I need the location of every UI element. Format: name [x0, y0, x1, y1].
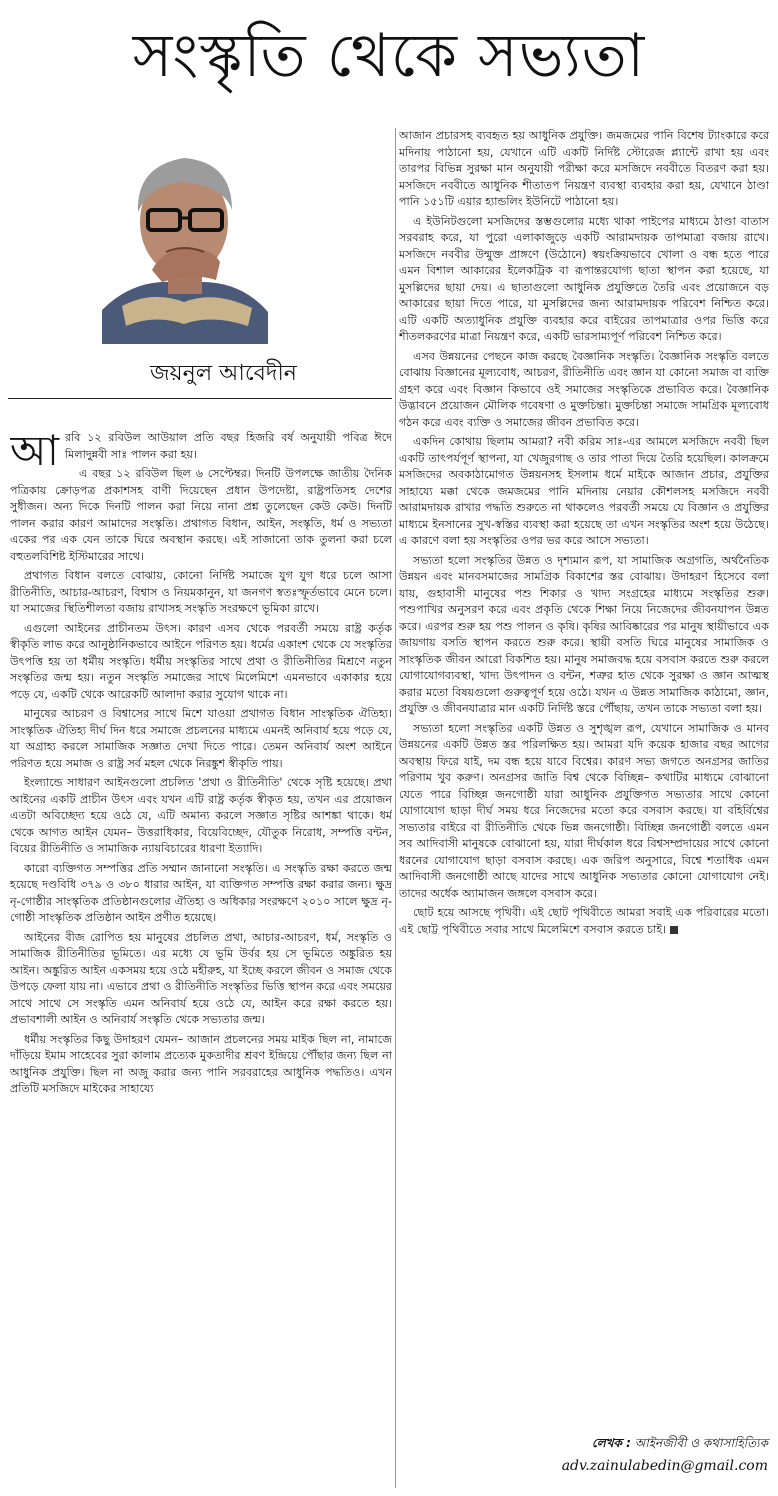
author-email[interactable]: adv.zainulabedin@gmail.com [561, 1458, 768, 1474]
author-byline [520, 1434, 768, 1452]
author-photo-illustration [92, 130, 278, 344]
article-column-right [399, 128, 769, 1418]
article-paragraph: সভ্যতা হলো সংস্কৃতির উন্নত ও দৃশ্যমান রূপ, যা সামাজিক অগ্রগতি, অর্থনৈতিক উন্নয়ন এবং মানবসমাজের সামগ্রিক বিকাশের স্তর বোঝায়। উদাহরণ হিসেবে বলা যায়, গুহাবাসী মানুষের পশু শিকার ও খাদ্য সংগ্রহের মাধ্যমে সংস্কৃতির শুরু। পশুপাখির অনুসরণ করে এবং প্রকৃতি থেকে শিক্ষা নিয়ে নিজেদের জীবনযাপন উন্নত করে। এরপর শুরু হয় পশু পালন ও কৃষি। কৃষির আবিষ্কারের পর মানুষ স্থায়ীভাবে এক জায়গায় বসতি স্থাপন করতে শুরু করে। স্থায়ী বসতি ঘিরে মানুষের সামাজিক ও সাংস্কৃতিক জীবন আরো বিকশিত হয়। মানুষ সমাজবদ্ধ হয়ে বসবাস করতে শুরু করলে যোগাযোগব্যবস্থা, খাদ্য উৎপাদন ও বন্টন, শত্রুর হাত থেকে সুরক্ষা ও জ্ঞান আত্মস্থ করার মতো বিষয়গুলো গুরুত্বপূর্ণ হয়ে ওঠে। যখন এ উন্নত সামাজিক কাঠামো, জ্ঞান, প্রযুক্তি ও জীবনযাত্রার মান একটি নির্দিষ্ট স্তরে পৌঁছায়, তখন তাকে সভ্যতা বলা হয়। [399, 553, 769, 715]
article-paragraph: আজান প্রচারসহ ব্যবহৃত হয় আধুনিক প্রযুক্তি। জমজমের পানি বিশেষ ট্যাংকারে করে মদিনায় পাঠানো হয়, যেখানে এটি একটি নির্দিষ্ট স্টোরেজ প্ল্যান্টে রাখা হয় এবং তারপর বিভিন্ন সুরক্ষা মান অনুযায়ী পরীক্ষা করে মসজিদে নববীতে বিতরণ করা হয়। মসজিদে নববীতে আধুনিক শীতাতপ নিয়ন্ত্রণ ব্যবস্থা ব্যবহার করা হয়, যেখানে ঠাণ্ডা পানি ১৫১টি এয়ার হ্যান্ডলিং ইউনিটে পাঠানো হয়। [399, 129, 769, 208]
article-paragraph: কারো ব্যক্তিগত সম্পত্তির প্রতি সম্মান জানানো সংস্কৃতি। এ সংস্কৃতি রক্ষা করতে জন্ম হয়েছে দণ্ডবিধি ৩৭৯ ও ৩৮০ ধারার আইন, যা ব্যক্তিগত সম্পত্তি রক্ষা করার জন্য। ক্ষুদ্র নৃ-গোষ্ঠীর সাংস্কৃতিক প্রতিষ্ঠানগুলোর ঐতিহ্য ও অধিকার সংরক্ষণে ২০১০ সালে ক্ষুদ্র নৃ-গোষ্ঠী সাংস্কৃতিক প্রতিষ্ঠান আইন প্রণীত হয়েছে। [10, 861, 392, 924]
article-paragraph: মানুষের আচরণ ও বিশ্বাসের সাথে মিশে যাওয়া প্রথাগত বিধান সাংস্কৃতিক ঐতিহ্য। সাংস্কৃতিক ঐতিহ্য দীর্ঘ দিন ধরে সমাজে প্রচলনের মাধ্যমে এমনই অনিবার্য হয়ে পড়ে যে, যা অগ্রাহ্য করলে সামাজিক সজ্ঞাত দেখা দিতে পারে। তেমন অনিবার্য অংশ আইনে পরিণত হয়ে সমাজ ও রাষ্ট্র সর্ব মহল থেকে নিরঙ্কুশ স্বীকৃতি পায়। [10, 707, 392, 770]
author-portrait [92, 130, 278, 344]
article-paragraph: আরবি ১২ রবিউল আউয়াল প্রতি বছর হিজরি বর্ষ অনুযায়ী পবিত্র ঈদে মিলাদুন্নবী সাঃ পালন করা হয়। [10, 430, 392, 475]
byline-label: লেখক : [591, 1436, 631, 1450]
article-paragraph: সভ্যতা হলো সংস্কৃতির একটি উন্নত ও সুশৃঙ্খল রূপ, যেখানে সামাজিক ও মানব উন্নয়নের একটি উন্নত স্তর পরিলক্ষিত হয়। আমরা যদি কয়েক হাজার বছর আগের অবস্থায় ফিরে যাই, দম বন্ধ হয়ে যাবে বিশ্বের। কারণ সভ্য জগতে অনগ্রসর জাতির পরিণাম খুব করুণ। অনগ্রসর জাতি বিশ্ব থেকে বিচ্ছিন্ন– কথাটির মাধ্যমে বোঝানো যেতে পারে বিচ্ছিন্ন জনগোষ্ঠী যারা আধুনিক প্রযুক্তিগত সভ্যতার সাথে কোনো যোগাযোগ ছাড়া দীর্ঘ সময় ধরে নিজেদের মতো করে বসবাস করছে। যা বহির্বিশ্বের সভ্যতার বাইরে বা রীতিনীতি থেকে ভিন্ন জনগোষ্ঠী। বিচ্ছিন্ন জনগোষ্ঠী বলতে এমন সব আদিবাসী মানুষকে বোঝানো হয়, যারা দীর্ঘকাল ধরে বিশ্বসম্প্রদায়ের সাথে কোনো ধরনের যোগাযোগ ছাড়া বসবাস করছে। এক জরিপ অনুসারে, বিশ্বে শতাধিক এমন আদিবাসী জনগোষ্ঠী আছে যাদের সাথে আধুনিক সভ্যতার কোনো যোগাযোগ নেই। তাদের অর্ধেক অ্যামাজন জঙ্গলে বসবাস করে। [399, 721, 769, 900]
article-paragraph: ধর্মীয় সংস্কৃতির কিছু উদাহরণ যেমন– আজান প্রচলনের সময় মাইক ছিল না, নামাজে দাঁড়িয়ে ইমাম সাহেবের সুরা কালাম প্রত্যেক মুকতাদীর শ্রবণ ইন্দ্রিয়ে পৌঁছার জন্য ছিল না আধুনিক প্রযুক্তি। ছিল না অজু করার জন্য পানি সরবরাহের আধুনিক পদ্ধতিও। এখন প্রতিটি মসজিদে মাইকের সাহায্যে [10, 1032, 392, 1095]
article-paragraph: ইংল্যান্ডে সাধারণ আইনগুলো প্রচলিত 'প্রথা ও রীতিনীতি' থেকে সৃষ্টি হয়েছে। প্রথা আইনের একটি প্রাচীন উৎস এবং যখন এটি রাষ্ট্র কর্তৃক স্বীকৃত হয়, তখন এর প্রয়োজন এতটা অবিচ্ছেদ্য হয়ে ওঠে যে, এটি অমান্য করলে সজ্ঞাত সৃষ্টির আশঙ্কা থাকে। ধর্ম থেকে আগত আইন যেমন– উত্তরাধিকার, বিয়েবিচ্ছেদ, যৌতুক নিরোধ, সম্পত্তি বন্টন, বিয়ের রীতিনীতি ও সামাজিক ন্যায়বিচারের ধারণা ইত্যাদি। [10, 776, 392, 855]
article-paragraph: প্রথাগত বিধান বলতে বোঝায়, কোনো নির্দিষ্ট সমাজে যুগ যুগ ধরে চলে আসা রীতিনীতি, আচার-আচরণ, বিশ্বাস ও নিয়মকানুন, যা জনগণ স্বতঃস্ফূর্তভাবে মেনে চলে। যা সমাজের স্থিতিশীলতা বজায় রাখাসহ সংস্কৃতি সংরক্ষণে ভূমিকা রাখে। [10, 569, 392, 615]
article-paragraph: এ ইউনিটগুলো মসজিদের স্তম্ভগুলোর মধ্যে থাকা পাইপের মাধ্যমে ঠাণ্ডা বাতাস সরবরাহ করে, যা পুরো এলাকাজুড়ে একটি আরামদায়ক তাপমাত্রা বজায় রাখে। মসজিদে নববীর উন্মুক্ত প্রাঙ্গণে (উঠোনে) স্বয়ংক্রিয়ভাবে খোলা ও বন্ধ হতে পারে এমন বিশাল আকারের ইলেকট্রিক বা রূপান্তরযোগ্য ছাতা স্থাপন করা হয়েছে, যা মুসল্লিদের ছায়া দেয়। এ ছাতাগুলো আধুনিক প্রযুক্তিতে তৈরি এবং প্রয়োজনে বড় আকারের ছায়া দিতে পারে, যা মুসল্লিদের জন্য আরামদায়ক পরিবেশ নিশ্চিত করে। এটি একটি অত্যাধুনিক প্রযুক্তি ব্যবহার করে বাইরের তাপমাত্রার ওপর ভিত্তি করে শীতলকরণের মাত্রা নিয়ন্ত্রণ করে, একটি ভারসাম্যপূর্ণ পরিবেশ নিশ্চিত করে। [399, 214, 769, 343]
byline-role: আইনজীবী ও কথাসাহিত্যিক [634, 1436, 768, 1450]
article-column-left [10, 430, 392, 1492]
article-paragraph: এসব উন্নয়নের পেছনে কাজ করছে বৈজ্ঞানিক সংস্কৃতি। বৈজ্ঞানিক সংস্কৃতি বলতে বোঝায় বিজ্ঞানের মূল্যবোধ, আচরণ, রীতিনীতি এবং জ্ঞান যা কোনো সমাজ বা ব্যক্তি গ্রহণ করে এবং বিজ্ঞান কিভাবে ওই সমাজের সংস্কৃতিকে প্রভাবিত করে। বৈজ্ঞানিক উদ্ভাবনে প্রয়োজন মৌলিক গবেষণা ও মুক্তচিন্তা। মুক্তচিন্তা সমাজে সামগ্রিক মূল্যবোধ গঠন করে এবং ব্যক্তি ও সমাজের জীবন প্রভাবিত করে। [399, 349, 769, 429]
drop-cap: আ [10, 430, 59, 475]
article-paragraph: একদিন কোথায় ছিলাম আমরা? নবী করিম সাঃ-এর আমলে মসজিদে নববী ছিল একটি তাৎপর্যপূর্ণ স্থাপনা, যা খেজুরগাছ ও তার পাতা দিয়ে তৈরি হয়েছিল। কালক্রমে মসজিদের অবকাঠামোগত উন্নয়নসহ ইসলাম ধর্মে মাইকে আজান প্রচার, প্রযুক্তির সাহায্যে মক্কা থেকে জমজমের পানি মদিনায় নেয়ার কৌশলসহ মসজিদে নববী আরামদায়ক রাখার পদ্ধতি শুরুতে না থাকলেও পরবর্তী সময়ে যে বিজ্ঞান ও প্রযুক্তির মাধ্যমে ইনসানের সুখ-স্বস্তির ব্যবস্থা করা হয়েছে তা এখন সংস্কৃতির অংশ হয়ে উঠেছে। এ কারণে বলা হয় সংস্কৃতির ওপর ভর করে আসে সভ্যতা। [399, 435, 769, 547]
article-paragraph: এ বছর ১২ রবিউল ছিল ৬ সেপ্টেম্বর। দিনটি উপলক্ষে জাতীয় দৈনিক পত্রিকায় ক্রোড়পত্র প্রকাশসহ বাণী দিয়েছেন প্রধান উপদেষ্টা, রাষ্ট্রপতিসহ দেশের সুধীজন। অন্য দিকে দিনটি পালন করা নিয়ে নানা প্রশ্ন তুলেছেন কেউ কেউ। দিনটি পালন করার কারণ আমাদের সংস্কৃতি। প্রথাগত বিধান, আইন, সংস্কৃতি, ধর্ম ও সভ্যতা একের পর এক যেন তাকে ঘিরে অবস্থান করছে। এই সাজানো তাক তুলনা করা চলে বহুতলবিশিষ্ট ইস্টিমারের সাথে। [10, 467, 392, 563]
article-paragraph: আইনের বীজ রোপিত হয় মানুষের প্রচলিত প্রথা, আচার-আচরণ, ধর্ম, সংস্কৃতি ও সামাজিক রীতিনীতির ভূমিতে। এর মধ্যে যে ভূমি উর্বর হয় সে ভূমিতে অঙ্কুরিত হয় আইন। অঙ্কুরিত আইন একসময় হয়ে ওঠে মহীরুহ, যা ইচ্ছে করলে জীবন ও সমাজ থেকে উপড়ে ফেলা যায় না। এভাবে প্রথা ও রীতিনীতি সংস্কৃতির ভিত্তি স্থাপন করে এবং সময়ের সাথে সাথে সে সংস্কৃতি এমন অনিবার্য হয়ে ওঠে যে, আইন করে রক্ষা করতে হয়। প্রভাবশালী আইন ও অনিবার্য সংস্কৃতি থেকে সভ্যতার জন্ম। [10, 930, 392, 1026]
end-mark-icon [670, 926, 678, 934]
article-paragraph: ছোট হয়ে আসছে পৃথিবী। এই ছোট পৃথিবীতে আমরা সবাই এক পরিবারের মতো। এই ছোট্ট পৃথিবীতে সবার সাথে মিলেমিশে বসবাস করতে চাই। [399, 906, 769, 936]
article-paragraph: এগুলো আইনের প্রাচীনতম উৎস। কারণ এসব থেকে পরবর্তী সময়ে রাষ্ট্র কর্তৃক স্বীকৃতি লাভ করে আনুষ্ঠানিকভাবে আইনে পরিণত হয়। ধর্মের একাংশ থেকে যে সংস্কৃতির উৎপত্তি হয় তা ধর্মীয় সংস্কৃতি। ধর্মীয় সংস্কৃতির সাথে প্রথা ও রীতিনীতির মিশ্রণে নতুন সংস্কৃতির জন্ম হয়। নতুন সংস্কৃতি সমাজের সাথে মিলেমিশে এমনভাবে একাকার হয়ে পড়ে যে, একটি থেকে আরেকটি আলাদা করার সুযোগ থাকে না। [10, 621, 392, 701]
author-divider [8, 398, 392, 399]
author-name: জয়নুল আবেদীন [150, 361, 297, 386]
column-divider [395, 128, 396, 1488]
page-title: সংস্কৃতি থেকে সভ্যতা [132, 21, 646, 91]
